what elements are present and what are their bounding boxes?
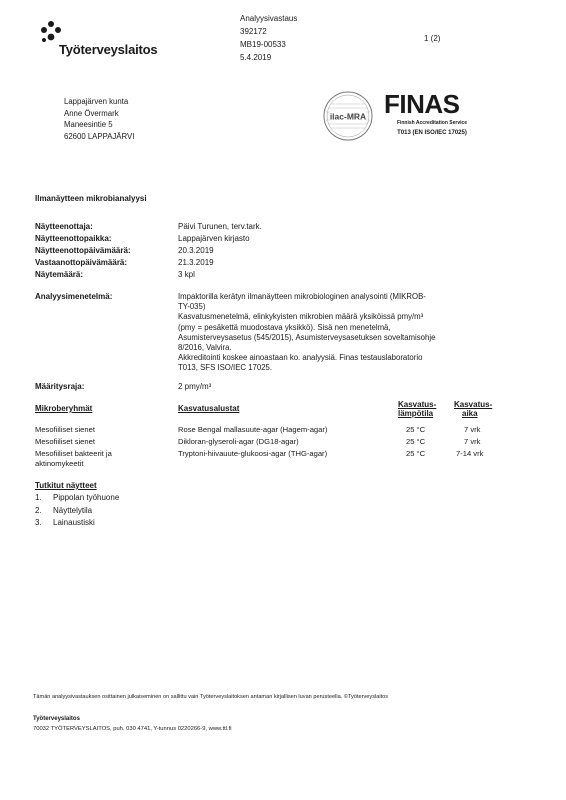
report-title: Ilmanäytteen mikrobianalyysi xyxy=(35,194,147,203)
address-line: Maneesintie 5 xyxy=(64,120,113,130)
address-line: Lappajärven kunta xyxy=(64,97,129,106)
sample-item: 3. Lainaustiski xyxy=(35,518,95,527)
table-header-temp-1: Kasvatus- xyxy=(398,400,437,409)
table-header-time-2: aika xyxy=(462,409,478,418)
table-header-medium: Kasvatusalustat xyxy=(178,404,240,413)
detection-limit-value: 2 pmy/m³ xyxy=(178,382,212,391)
method-line: Kasvatusmenetelmä, elinkykyisten mikrobien määrä yksiköissä pmy/m³ xyxy=(178,312,424,322)
footer-address: 70032 TYÖTERVEYSLAITOS, puh. 030 4741, Y-tunnus 0220266-9, www.ttl.fi xyxy=(33,726,232,732)
table-header-temp-2: lämpötila xyxy=(398,409,434,418)
table-cell-medium: Rose Bengal mallasuute-agar (Hagem-agar) xyxy=(178,425,328,434)
logo-mark-icon xyxy=(40,20,62,44)
page-number: 1 (2) xyxy=(424,34,441,43)
method-line: T013, SFS ISO/IEC 17025. xyxy=(178,363,273,373)
document-number: 392172 xyxy=(240,27,267,36)
field-label: Näytteenottopaikka: xyxy=(35,234,112,243)
field-value: 3 kpl xyxy=(178,270,195,279)
detection-limit-label: Määritysraja: xyxy=(35,382,85,391)
field-value: 21.3.2019 xyxy=(178,258,214,267)
method-line: TY-035) xyxy=(178,302,206,312)
field-value: Lappajärven kirjasto xyxy=(178,234,250,243)
method-line: Asumisterveysasetus (545/2015), Asumisterveysasetuksen soveltamisohje xyxy=(178,332,436,342)
finas-word: FINAS xyxy=(384,89,460,119)
logo-text: Työterveyslaitos xyxy=(59,42,158,57)
document-type: Analyysivastaus xyxy=(240,14,298,23)
method-line: Impaktorilla kerätyn ilmanäytteen mikrobiologinen analysointi (MIKROB- xyxy=(178,292,426,301)
table-cell-temp: 25 °C xyxy=(406,449,426,458)
table-header-time-1: Kasvatus- xyxy=(454,400,493,409)
field-label: Näytteenottaja: xyxy=(35,222,93,231)
document-date: 5.4.2019 xyxy=(240,53,272,62)
table-cell-group: Mesofiiliset sienet xyxy=(35,425,95,434)
method-label: Analyysimenetelmä: xyxy=(35,292,113,301)
method-text xyxy=(178,292,508,374)
field-label: Näytteenottopäivämäärä: xyxy=(35,246,131,255)
table-cell-temp: 25 °C xyxy=(406,425,426,434)
field-label: Näytemäärä: xyxy=(35,270,84,279)
document-header xyxy=(240,12,297,64)
table-cell-time: 7 vrk xyxy=(464,437,481,446)
footer-org: Työterveyslaitos xyxy=(33,716,80,722)
table-cell-group: Mesofiiliset bakteerit ja xyxy=(35,449,112,458)
table-cell-time: 7 vrk xyxy=(464,425,481,434)
table-cell-medium: Tryptoni-hiivauute-glukoosi-agar (THG-agar) xyxy=(178,449,328,458)
sample-item: 2. Näyttelytila xyxy=(35,506,93,515)
table-cell-temp: 25 °C xyxy=(406,437,426,446)
samples-title: Tutkitut näytteet xyxy=(35,481,97,490)
sample-item: 1. Pippolan työhuone xyxy=(35,493,120,502)
method-line: 8/2016, Valvira. xyxy=(178,343,232,353)
finas-subtitle: Finnish Accreditation Service xyxy=(396,120,468,126)
field-value: Päivi Turunen, terv.tark. xyxy=(178,222,262,231)
company-logo xyxy=(40,20,170,62)
table-cell-group-cont: aktinomykeetit xyxy=(35,459,84,468)
footer-note: Tämän analyysivastauksen osittainen julkaiseminen on sallittu vain Työterveyslaitoksen antaman kirjallisen luvan perusteella. ©Työterveyslaitos xyxy=(33,694,389,700)
reference-number: MB19-00533 xyxy=(240,40,286,49)
table-header-group: Mikroberyhmät xyxy=(35,404,93,413)
method-line: Akkreditointi koskee ainoastaan ko. analyysiä. Finas testauslaboratorio xyxy=(178,353,423,363)
method-line: (pmy = pesäkettä muodostava yksikkö). Sisä nen menetelmä, xyxy=(178,322,391,332)
finas-code: T013 (EN ISO/IEC 17025) xyxy=(397,130,467,136)
table-cell-group: Mesofiiliset sienet xyxy=(35,437,95,446)
table-cell-medium: Dikloran-glyseroli-agar (DG18-agar) xyxy=(178,437,299,446)
address-line: 62600 LAPPAJÄRVI xyxy=(64,131,135,141)
recipient-address xyxy=(64,96,134,142)
field-value: 20.3.2019 xyxy=(178,246,214,255)
table-cell-time: 7-14 vrk xyxy=(456,449,484,458)
finas-logo xyxy=(384,90,480,136)
field-label: Vastaanottopäivämäärä: xyxy=(35,258,128,267)
address-line: Anne Övermark xyxy=(64,108,119,118)
ilac-text: ilac-MRA xyxy=(329,111,367,122)
ilac-mra-seal xyxy=(322,90,374,142)
